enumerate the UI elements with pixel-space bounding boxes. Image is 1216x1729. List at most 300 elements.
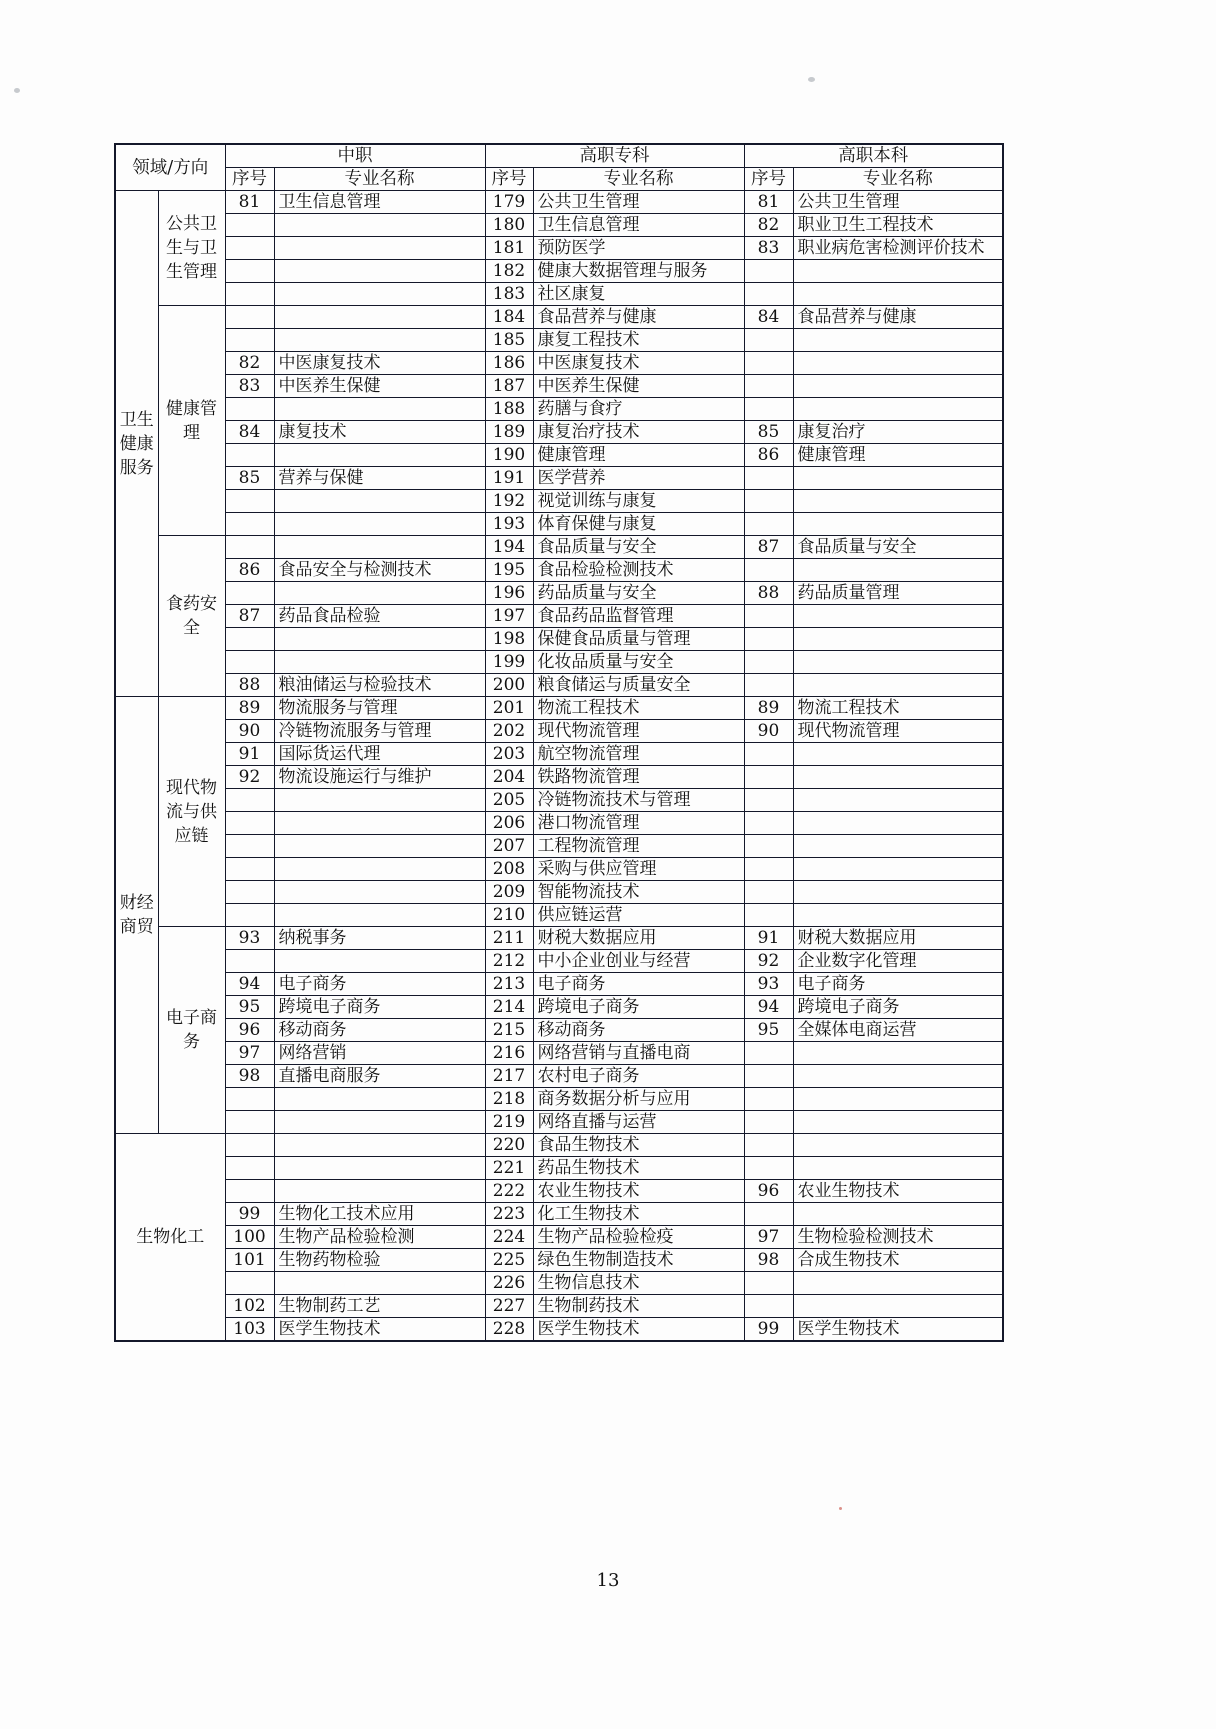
table-row [115,329,1003,352]
secondary-seq-cell [225,444,274,467]
secondary-major-name-cell [274,1272,485,1295]
secondary-seq-cell: 91 [225,743,274,766]
table-row [115,1249,1003,1272]
higher-seq-cell: 228 [485,1318,533,1342]
bachelor-seq-cell [744,766,793,789]
secondary-major-name-cell [274,237,485,260]
bachelor-major-name-cell [793,1065,1003,1088]
table-row [115,214,1003,237]
higher-seq-cell: 213 [485,973,533,996]
higher-major-name-cell: 保健食品质量与管理 [533,628,744,651]
bachelor-major-name-cell [793,904,1003,927]
table-row [115,697,1003,720]
higher-major-name-cell: 供应链运营 [533,904,744,927]
higher-seq-cell: 197 [485,605,533,628]
table-row [115,237,1003,260]
bachelor-major-name-cell [793,1295,1003,1318]
table-body [115,191,1003,1342]
table-row [115,536,1003,559]
bachelor-major-name-cell [793,881,1003,904]
bachelor-seq-cell [744,513,793,536]
secondary-major-name-cell [274,812,485,835]
header-group-higher-vocational: 高职专科 [485,144,744,168]
secondary-major-name-cell: 生物药物检验 [274,1249,485,1272]
table-row [115,1180,1003,1203]
higher-seq-cell: 200 [485,674,533,697]
bachelor-major-name-cell: 药品质量管理 [793,582,1003,605]
bachelor-seq-cell: 96 [744,1180,793,1203]
higher-seq-cell: 207 [485,835,533,858]
bachelor-major-name-cell [793,1203,1003,1226]
bachelor-major-name-cell: 跨境电子商务 [793,996,1003,1019]
secondary-major-name-cell: 卫生信息管理 [274,191,485,214]
higher-major-name-cell: 药品质量与安全 [533,582,744,605]
bachelor-seq-cell [744,1042,793,1065]
table-row [115,766,1003,789]
secondary-major-name-cell [274,214,485,237]
higher-seq-cell: 227 [485,1295,533,1318]
bachelor-major-name-cell: 现代物流管理 [793,720,1003,743]
bachelor-major-name-cell: 职业卫生工程技术 [793,214,1003,237]
bachelor-seq-cell: 87 [744,536,793,559]
secondary-seq-cell [225,536,274,559]
secondary-major-name-cell: 粮油储运与检验技术 [274,674,485,697]
secondary-major-name-cell: 跨境电子商务 [274,996,485,1019]
higher-major-name-cell: 食品药品监督管理 [533,605,744,628]
higher-seq-cell: 188 [485,398,533,421]
higher-seq-cell: 209 [485,881,533,904]
higher-seq-cell: 223 [485,1203,533,1226]
bachelor-major-name-cell [793,858,1003,881]
higher-major-name-cell: 农业生物技术 [533,1180,744,1203]
table-row [115,260,1003,283]
secondary-seq-cell [225,1088,274,1111]
bachelor-major-name-cell: 医学生物技术 [793,1318,1003,1342]
bachelor-major-name-cell [793,467,1003,490]
secondary-seq-cell [225,1157,274,1180]
higher-seq-cell: 189 [485,421,533,444]
field-cell: 生物化工 [115,1134,225,1342]
secondary-major-name-cell: 生物制药工艺 [274,1295,485,1318]
header-seq: 序号 [225,168,274,191]
bachelor-seq-cell [744,329,793,352]
bachelor-seq-cell: 90 [744,720,793,743]
higher-seq-cell: 220 [485,1134,533,1157]
higher-major-name-cell: 冷链物流技术与管理 [533,789,744,812]
secondary-seq-cell: 95 [225,996,274,1019]
secondary-seq-cell [225,651,274,674]
higher-major-name-cell: 中小企业创业与经营 [533,950,744,973]
higher-major-name-cell: 食品质量与安全 [533,536,744,559]
bachelor-seq-cell [744,835,793,858]
higher-seq-cell: 203 [485,743,533,766]
higher-seq-cell: 190 [485,444,533,467]
bachelor-seq-cell [744,260,793,283]
secondary-seq-cell [225,490,274,513]
secondary-major-name-cell: 物流服务与管理 [274,697,485,720]
secondary-major-name-cell [274,1134,485,1157]
bachelor-seq-cell: 92 [744,950,793,973]
higher-major-name-cell: 食品检验检测技术 [533,559,744,582]
higher-seq-cell: 215 [485,1019,533,1042]
secondary-major-name-cell: 纳税事务 [274,927,485,950]
table-row [115,1226,1003,1249]
secondary-seq-cell: 93 [225,927,274,950]
secondary-major-name-cell: 中医养生保健 [274,375,485,398]
bachelor-seq-cell: 91 [744,927,793,950]
secondary-seq-cell [225,283,274,306]
bachelor-major-name-cell: 企业数字化管理 [793,950,1003,973]
secondary-major-name-cell: 生物产品检验检测 [274,1226,485,1249]
secondary-seq-cell [225,237,274,260]
bachelor-major-name-cell [793,1134,1003,1157]
higher-major-name-cell: 体育保健与康复 [533,513,744,536]
table-row [115,1318,1003,1342]
secondary-seq-cell [225,812,274,835]
higher-major-name-cell: 视觉训练与康复 [533,490,744,513]
higher-major-name-cell: 康复工程技术 [533,329,744,352]
bachelor-major-name-cell [793,835,1003,858]
secondary-major-name-cell: 移动商务 [274,1019,485,1042]
table-row [115,628,1003,651]
higher-major-name-cell: 生物制药技术 [533,1295,744,1318]
secondary-seq-cell: 86 [225,559,274,582]
secondary-major-name-cell: 医学生物技术 [274,1318,485,1342]
direction-cell: 电子商务 [158,927,225,1134]
bachelor-major-name-cell [793,260,1003,283]
secondary-major-name-cell: 电子商务 [274,973,485,996]
table-row [115,1065,1003,1088]
secondary-seq-cell: 88 [225,674,274,697]
header-field-direction: 领域/方向 [115,144,225,191]
secondary-major-name-cell: 直播电商服务 [274,1065,485,1088]
major-catalog-table [114,143,1004,1342]
bachelor-seq-cell [744,904,793,927]
secondary-major-name-cell [274,444,485,467]
secondary-major-name-cell [274,881,485,904]
secondary-seq-cell: 103 [225,1318,274,1342]
secondary-major-name-cell [274,306,485,329]
bachelor-seq-cell [744,1272,793,1295]
bachelor-seq-cell [744,352,793,375]
higher-major-name-cell: 粮食储运与质量安全 [533,674,744,697]
secondary-seq-cell [225,513,274,536]
bachelor-major-name-cell [793,513,1003,536]
secondary-seq-cell: 94 [225,973,274,996]
bachelor-major-name-cell [793,789,1003,812]
bachelor-seq-cell [744,674,793,697]
higher-seq-cell: 218 [485,1088,533,1111]
bachelor-seq-cell: 89 [744,697,793,720]
table-row [115,1295,1003,1318]
bachelor-seq-cell [744,490,793,513]
higher-major-name-cell: 网络营销与直播电商 [533,1042,744,1065]
higher-major-name-cell: 社区康复 [533,283,744,306]
bachelor-major-name-cell [793,559,1003,582]
field-cell: 卫生健康服务 [115,191,158,697]
bachelor-seq-cell [744,398,793,421]
secondary-major-name-cell [274,628,485,651]
secondary-major-name-cell [274,1180,485,1203]
secondary-seq-cell [225,306,274,329]
bachelor-major-name-cell [793,490,1003,513]
secondary-seq-cell: 83 [225,375,274,398]
secondary-major-name-cell: 国际货运代理 [274,743,485,766]
bachelor-seq-cell [744,1088,793,1111]
secondary-major-name-cell [274,651,485,674]
bachelor-major-name-cell: 食品营养与健康 [793,306,1003,329]
secondary-seq-cell: 85 [225,467,274,490]
table-row [115,835,1003,858]
higher-major-name-cell: 公共卫生管理 [533,191,744,214]
secondary-seq-cell [225,398,274,421]
header-name: 专业名称 [274,168,485,191]
bachelor-major-name-cell: 生物检验检测技术 [793,1226,1003,1249]
secondary-seq-cell [225,1272,274,1295]
table-row [115,467,1003,490]
secondary-major-name-cell [274,789,485,812]
table-row [115,513,1003,536]
table-row [115,950,1003,973]
bachelor-major-name-cell [793,1157,1003,1180]
bachelor-major-name-cell: 公共卫生管理 [793,191,1003,214]
table-row [115,858,1003,881]
secondary-seq-cell: 92 [225,766,274,789]
higher-seq-cell: 181 [485,237,533,260]
table-row [115,582,1003,605]
header-seq: 序号 [744,168,793,191]
secondary-major-name-cell [274,283,485,306]
bachelor-seq-cell [744,743,793,766]
bachelor-seq-cell: 97 [744,1226,793,1249]
secondary-major-name-cell [274,582,485,605]
bachelor-seq-cell [744,789,793,812]
bachelor-major-name-cell [793,1042,1003,1065]
higher-major-name-cell: 铁路物流管理 [533,766,744,789]
higher-major-name-cell: 采购与供应管理 [533,858,744,881]
higher-major-name-cell: 康复治疗技术 [533,421,744,444]
higher-major-name-cell: 药品生物技术 [533,1157,744,1180]
table-row [115,444,1003,467]
direction-cell: 健康管理 [158,306,225,536]
bachelor-seq-cell: 88 [744,582,793,605]
table-row [115,789,1003,812]
higher-major-name-cell: 智能物流技术 [533,881,744,904]
table-row [115,927,1003,950]
higher-major-name-cell: 港口物流管理 [533,812,744,835]
higher-major-name-cell: 化妆品质量与安全 [533,651,744,674]
table-row [115,904,1003,927]
higher-major-name-cell: 医学生物技术 [533,1318,744,1342]
bachelor-major-name-cell [793,1272,1003,1295]
higher-seq-cell: 202 [485,720,533,743]
secondary-seq-cell: 99 [225,1203,274,1226]
bachelor-major-name-cell: 全媒体电商运营 [793,1019,1003,1042]
table-row [115,743,1003,766]
table-row [115,651,1003,674]
secondary-seq-cell [225,789,274,812]
higher-major-name-cell: 生物产品检验检疫 [533,1226,744,1249]
secondary-seq-cell [225,950,274,973]
table-row [115,674,1003,697]
table-row [115,398,1003,421]
higher-seq-cell: 214 [485,996,533,1019]
secondary-major-name-cell [274,536,485,559]
secondary-major-name-cell [274,1111,485,1134]
higher-seq-cell: 184 [485,306,533,329]
bachelor-seq-cell [744,559,793,582]
secondary-major-name-cell [274,513,485,536]
higher-seq-cell: 196 [485,582,533,605]
table-row [115,352,1003,375]
secondary-major-name-cell [274,1157,485,1180]
secondary-seq-cell: 100 [225,1226,274,1249]
bachelor-seq-cell: 81 [744,191,793,214]
secondary-seq-cell [225,881,274,904]
bachelor-seq-cell [744,881,793,904]
bachelor-seq-cell: 83 [744,237,793,260]
higher-major-name-cell: 生物信息技术 [533,1272,744,1295]
secondary-seq-cell: 82 [225,352,274,375]
secondary-major-name-cell [274,858,485,881]
secondary-major-name-cell: 物流设施运行与维护 [274,766,485,789]
higher-seq-cell: 195 [485,559,533,582]
higher-seq-cell: 192 [485,490,533,513]
bachelor-major-name-cell: 合成生物技术 [793,1249,1003,1272]
higher-seq-cell: 191 [485,467,533,490]
table-row [115,812,1003,835]
bachelor-major-name-cell [793,283,1003,306]
header-seq: 序号 [485,168,533,191]
bachelor-major-name-cell: 健康管理 [793,444,1003,467]
higher-major-name-cell: 中医养生保健 [533,375,744,398]
table-row [115,973,1003,996]
bachelor-seq-cell: 93 [744,973,793,996]
secondary-seq-cell: 90 [225,720,274,743]
table-row [115,421,1003,444]
direction-cell: 食药安全 [158,536,225,697]
higher-major-name-cell: 商务数据分析与应用 [533,1088,744,1111]
higher-major-name-cell: 航空物流管理 [533,743,744,766]
higher-major-name-cell: 健康大数据管理与服务 [533,260,744,283]
bachelor-seq-cell [744,1111,793,1134]
secondary-seq-cell [225,835,274,858]
secondary-major-name-cell: 药品食品检验 [274,605,485,628]
higher-major-name-cell: 卫生信息管理 [533,214,744,237]
secondary-major-name-cell: 生物化工技术应用 [274,1203,485,1226]
bachelor-major-name-cell [793,628,1003,651]
bachelor-major-name-cell: 物流工程技术 [793,697,1003,720]
bachelor-major-name-cell [793,651,1003,674]
bachelor-major-name-cell [793,398,1003,421]
higher-seq-cell: 210 [485,904,533,927]
table-row [115,1088,1003,1111]
higher-seq-cell: 216 [485,1042,533,1065]
bachelor-seq-cell [744,605,793,628]
header-name: 专业名称 [533,168,744,191]
secondary-seq-cell: 89 [225,697,274,720]
secondary-seq-cell: 101 [225,1249,274,1272]
higher-major-name-cell: 医学营养 [533,467,744,490]
higher-seq-cell: 222 [485,1180,533,1203]
secondary-major-name-cell [274,398,485,421]
bachelor-seq-cell [744,1203,793,1226]
bachelor-seq-cell [744,812,793,835]
higher-major-name-cell: 绿色生物制造技术 [533,1249,744,1272]
secondary-seq-cell [225,1134,274,1157]
bachelor-seq-cell: 99 [744,1318,793,1342]
secondary-major-name-cell: 康复技术 [274,421,485,444]
bachelor-seq-cell: 82 [744,214,793,237]
scan-speck [808,77,815,82]
higher-major-name-cell: 现代物流管理 [533,720,744,743]
secondary-major-name-cell [274,950,485,973]
bachelor-major-name-cell [793,766,1003,789]
table-row [115,283,1003,306]
higher-seq-cell: 199 [485,651,533,674]
higher-seq-cell: 201 [485,697,533,720]
table-row [115,1042,1003,1065]
table-row [115,1111,1003,1134]
secondary-seq-cell: 87 [225,605,274,628]
field-cell: 财经商贸 [115,697,158,1134]
higher-major-name-cell: 化工生物技术 [533,1203,744,1226]
bachelor-seq-cell: 94 [744,996,793,1019]
table-row [115,490,1003,513]
higher-seq-cell: 193 [485,513,533,536]
higher-seq-cell: 198 [485,628,533,651]
secondary-major-name-cell [274,329,485,352]
table-row [115,1019,1003,1042]
secondary-seq-cell [225,858,274,881]
bachelor-seq-cell [744,283,793,306]
secondary-major-name-cell: 冷链物流服务与管理 [274,720,485,743]
secondary-major-name-cell [274,835,485,858]
secondary-seq-cell: 84 [225,421,274,444]
table-row [115,996,1003,1019]
table-row [115,1157,1003,1180]
bachelor-seq-cell: 84 [744,306,793,329]
bachelor-major-name-cell: 康复治疗 [793,421,1003,444]
higher-seq-cell: 187 [485,375,533,398]
bachelor-seq-cell [744,467,793,490]
higher-seq-cell: 224 [485,1226,533,1249]
higher-major-name-cell: 财税大数据应用 [533,927,744,950]
table-row [115,191,1003,214]
table-row [115,1272,1003,1295]
secondary-major-name-cell: 网络营销 [274,1042,485,1065]
bachelor-major-name-cell: 电子商务 [793,973,1003,996]
table-row [115,605,1003,628]
bachelor-seq-cell [744,1065,793,1088]
table-row [115,720,1003,743]
bachelor-major-name-cell: 财税大数据应用 [793,927,1003,950]
bachelor-seq-cell: 86 [744,444,793,467]
direction-cell: 现代物流与供应链 [158,697,225,927]
higher-major-name-cell: 跨境电子商务 [533,996,744,1019]
header-group-secondary-vocational: 中职 [225,144,485,168]
bachelor-seq-cell: 95 [744,1019,793,1042]
secondary-seq-cell [225,214,274,237]
higher-seq-cell: 179 [485,191,533,214]
table-header [115,144,1003,191]
secondary-major-name-cell [274,1088,485,1111]
table-row [115,306,1003,329]
higher-seq-cell: 211 [485,927,533,950]
higher-seq-cell: 205 [485,789,533,812]
higher-major-name-cell: 物流工程技术 [533,697,744,720]
higher-seq-cell: 204 [485,766,533,789]
